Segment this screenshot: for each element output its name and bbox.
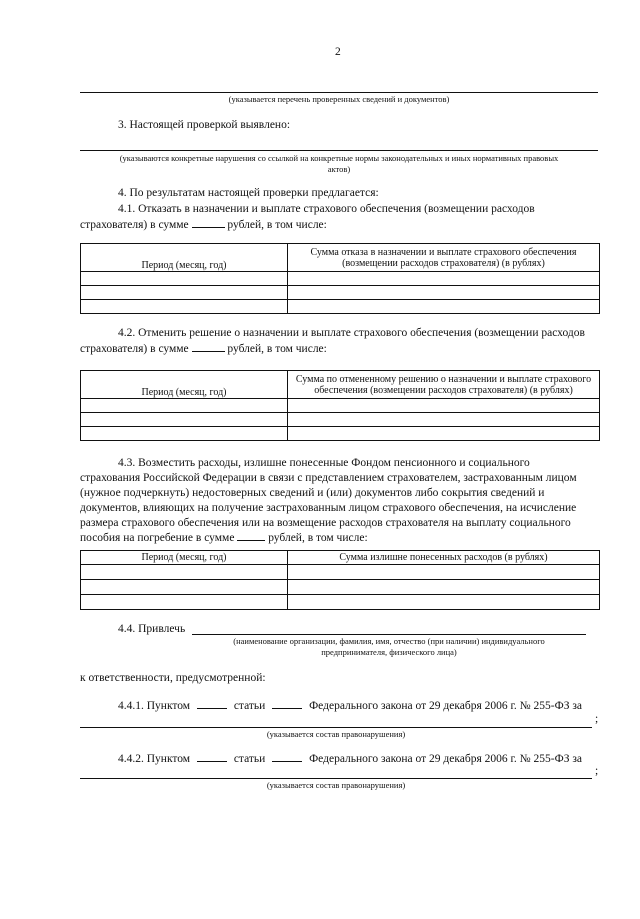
p442-b: статьи [233,753,266,765]
table-cell[interactable] [288,399,600,413]
table-cell[interactable] [81,580,288,595]
p42-line-1: 4.2. Отменить решение о назначении и выплате страхового обеспечения (возмещении расходов [118,327,585,339]
p41-line-2a: страхователя) в сумме [80,219,189,231]
p441-caption: (указывается состав правонарушения) [266,729,406,739]
p441-point-field[interactable] [197,708,227,709]
p44-caption-2: предпринимателя, физического лица) [321,647,457,657]
p43-line: размера страхового обеспечения или на возмещение расходов страхователя на выплату социального [80,517,571,529]
table-cell[interactable] [81,595,288,610]
table-refusal-col1: Период (месяц, год) [81,244,288,272]
table-row [81,413,600,427]
responsibility-text: к ответственности, предусмотренной: [80,672,266,684]
p442-semicolon: ; [595,765,599,777]
table-row [81,595,600,610]
table-excess [80,550,600,610]
table-row [81,286,600,300]
table-cell[interactable] [81,300,288,314]
p441-c: Федерального закона от 29 декабря 2006 г. № 255-ФЗ за [309,700,582,712]
table-cancel-col2-line2: обеспечения (возмещении расходов страхователя) (в рублях) [314,384,573,396]
table-row [81,427,600,441]
table-refusal-col2-line2: (возмещении расходов страхователя) (в рублях) [342,257,545,269]
table-cell[interactable] [288,580,600,595]
p44-label: 4.4. Привлечь [118,623,186,635]
section-3-caption-2: актов) [327,164,351,174]
table-row [81,272,600,286]
p442-article-field[interactable] [272,761,302,762]
p43-line: (нужное подчеркнуть) недостоверных сведений и (или) документов либо сокрытия сведений и [80,487,545,499]
table-cell[interactable] [81,399,288,413]
table-cell[interactable] [288,565,600,580]
p43-last-b: рублей, в том числе: [268,532,368,544]
p442-caption: (указывается состав правонарушения) [266,780,406,790]
table-cell[interactable] [81,427,288,441]
table-cell[interactable] [288,272,600,286]
table-row [81,300,600,314]
p43-paragraph [80,456,600,546]
p43-line: 4.3. Возместить расходы, излишне понесенные Фондом пенсионного и социального [118,457,530,469]
p441-fill-line[interactable] [80,727,592,728]
p442-point-field[interactable] [197,761,227,762]
p441-line [118,700,582,712]
p441-b: статьи [233,700,266,712]
top-fill-line [80,92,598,93]
p41-sum-field[interactable] [192,227,225,228]
p44-caption-1: (наименование организации, фамилия, имя, отчество (при наличии) индивидуального [233,636,545,646]
p43-last-a: пособия на погребение в сумме [80,532,235,544]
p41-line-1: 4.1. Отказать в назначении и выплате страхового обеспечения (возмещении расходов [118,203,535,215]
p41-line-2b: рублей, в том числе: [227,219,327,231]
p44-fill-line[interactable] [192,634,586,635]
p43-line: документов, влияющих на получение застрахованным лицом страхового обеспечения, на исчисление [80,502,577,514]
table-cancel-col1: Период (месяц, год) [81,371,288,399]
table-excess-col2: Сумма излишне понесенных расходов (в рублях) [288,551,600,565]
page-number: 2 [335,46,341,58]
table-row [81,399,600,413]
section-3-fill-line [80,150,598,151]
p43-last-line [80,531,600,546]
table-cell[interactable] [288,427,600,441]
table-cancel-col2 [288,371,600,399]
table-cell[interactable] [81,413,288,427]
table-refusal [80,243,600,314]
top-caption: (указывается перечень проверенных сведений и документов) [228,94,450,104]
p42-sum-field[interactable] [192,351,225,352]
p441-article-field[interactable] [272,708,302,709]
table-cell[interactable] [288,300,600,314]
p442-c: Федерального закона от 29 декабря 2006 г. № 255-ФЗ за [309,753,582,765]
p43-sum-field[interactable] [237,540,265,541]
table-row [81,565,600,580]
table-row [81,580,600,595]
table-cell[interactable] [81,565,288,580]
p42-line-2a: страхователя) в сумме [80,343,189,355]
p442-a: 4.4.2. Пунктом [118,753,191,765]
p42-line-2b: рублей, в том числе: [227,343,327,355]
table-refusal-col2-line1: Сумма отказа в назначении и выплате страхового обеспечения [310,246,577,258]
p42-line-2 [80,343,327,355]
table-excess-col1: Период (месяц, год) [81,551,288,565]
section-3-text: 3. Настоящей проверкой выявлено: [118,119,291,131]
table-refusal-col2 [288,244,600,272]
p441-semicolon: ; [595,713,599,725]
p43-line: страхования Российской Федерации в связи с представлением страхователем, застрахованным лицом [80,472,577,484]
p41-line-2 [80,219,327,231]
p442-fill-line[interactable] [80,778,592,779]
p442-line [118,753,582,765]
table-cell[interactable] [81,286,288,300]
table-cell[interactable] [81,272,288,286]
table-cancel [80,370,600,441]
section-3-caption-1: (указываются конкретные нарушения со ссылкой на конкретные нормы законодательных и иных нормативных правовых [119,153,559,163]
table-cell[interactable] [288,595,600,610]
table-cell[interactable] [288,413,600,427]
table-cancel-col2-line1: Сумма по отмененному решению о назначении и выплате страхового [295,373,592,385]
table-cell[interactable] [288,286,600,300]
p441-a: 4.4.1. Пунктом [118,700,191,712]
section-4-heading: 4. По результатам настоящей проверки предлагается: [118,187,379,199]
